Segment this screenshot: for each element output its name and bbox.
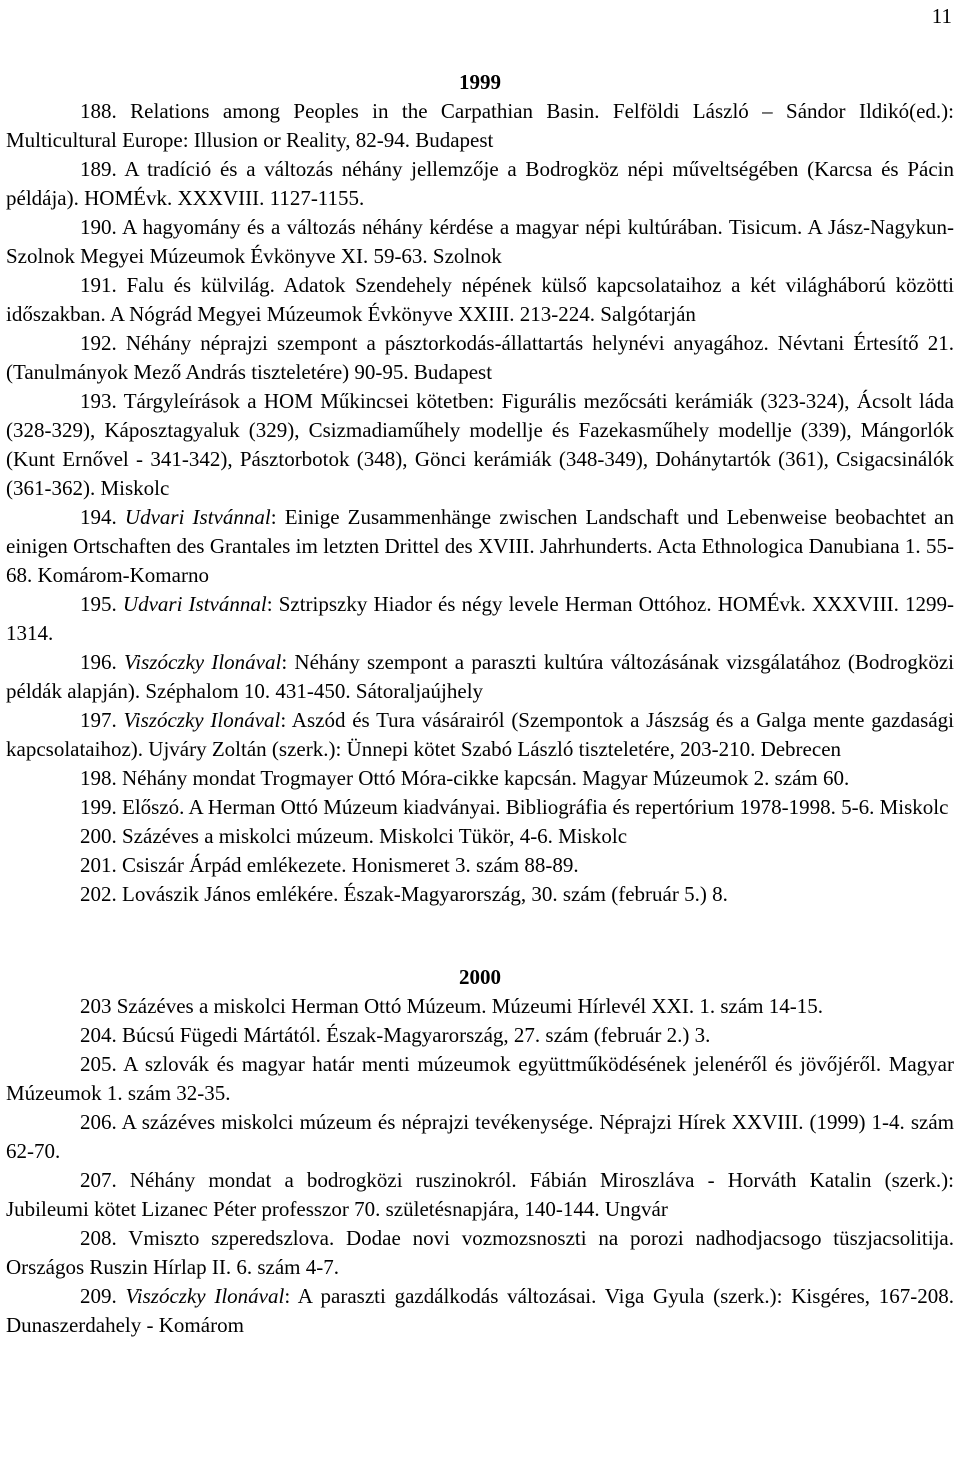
bibliography-entry-204: [6, 1021, 954, 1050]
entry-number: 198.: [80, 766, 117, 790]
bibliography-entry-209: [6, 1282, 954, 1340]
year-heading-1999: 1999: [459, 70, 501, 94]
bibliography-entry-202: [6, 880, 954, 909]
entry-number: 190.: [80, 215, 117, 239]
entry-text: Százéves a miskolci Herman Ottó Múzeum. Múzeumi Hírlevél XXI. 1. szám 14-15.: [116, 994, 823, 1018]
entry-text: Relations among Peoples in the Carpathian Basin. Felföldi László – Sándor Ildikó(ed.): Multicultural Europe: Illusion or Reality, 82-94. Budapest: [6, 99, 954, 152]
bibliography-entry-196: [6, 648, 954, 706]
year-heading-2000: 2000: [459, 965, 501, 989]
bibliography-entry-195: [6, 590, 954, 648]
entry-number: 194.: [80, 505, 117, 529]
entry-number: 197.: [80, 708, 117, 732]
coauthor-text: Viszóczky Ilonával: [123, 708, 281, 732]
page-number: 11: [931, 4, 952, 28]
entry-number: 199.: [80, 795, 117, 819]
bibliography-entry-188: [6, 97, 954, 155]
entry-text: Csiszár Árpád emlékezete. Honismeret 3. szám 88-89.: [122, 853, 579, 877]
entry-text: : A paraszti gazdálkodás változásai. Viga Gyula (szerk.): Kisgéres, 167-208. Dunaszerdahely - Komárom: [6, 1284, 954, 1337]
entry-text: Tárgyleírások a HOM Műkincsei kötetben: Figurális mezőcsáti kerámiák (323-324), Ácsolt láda (328-329), Káposztagyaluk (329), Csizmadiaműhely modellje és Fazekasműhely modellje (339), Mángorlók (Kunt Ernővel - 341-342), Pásztorbotok (348), Gönci kerámiák (348-349), Dohánytartók (361), Csigacsinálók (361-362). Miskolc: [6, 389, 954, 500]
entry-text: Falu és külvilág. Adatok Szendehely népének külső kapcsolataihoz a két világháború közötti időszakban. A Nógrád Megyei Múzeumok Évkönyve XXIII. 213-224. Salgótarján: [6, 273, 955, 326]
entry-text: Néhány mondat a bodrogközi ruszinokról. Fábián Miroszláva - Horváth Katalin (szerk.): Jubileumi kötet Lizanec Péter professzor 70. születésnapjára, 140-144. Ungvár: [6, 1168, 954, 1221]
coauthor-text: Udvari Istvánnal: [122, 592, 267, 616]
entry-text: A szlovák és magyar határ menti múzeumok együttműködésének jelenéről és jövőjéről. Magyar Múzeumok 1. szám 32-35.: [6, 1052, 955, 1105]
entry-number: 189.: [80, 157, 117, 181]
coauthor-text: Viszóczky Ilonával: [124, 650, 282, 674]
entry-text: Százéves a miskolci múzeum. Miskolci Tükör, 4-6. Miskolc: [122, 824, 628, 848]
bibliography-entry-199: [6, 793, 954, 822]
entry-number: 202.: [80, 882, 117, 906]
entry-number: 208.: [80, 1226, 117, 1250]
entry-text: A tradíció és a változás néhány jellemzője a Bodrogköz népi műveltségében (Karcsa és Pácin példája). HOMÉvk. XXXVIII. 1127-1155.: [6, 157, 954, 210]
coauthor-text: Viszóczky Ilonával: [125, 1284, 285, 1308]
entry-number: 207.: [80, 1168, 117, 1192]
entry-text: A százéves miskolci múzeum és néprajzi tevékenysége. Néprajzi Hírek XXVIII. (1999) 1-4. szám 62-70.: [6, 1110, 954, 1163]
entry-number: 204.: [80, 1023, 117, 1047]
entry-number: 200.: [80, 824, 117, 848]
entry-text: Néhány néprajzi szempont a pásztorkodás-állattartás helynévi anyagához. Névtani Értesítő 21. (Tanulmányok Mező András tiszteletére) 90-95. Budapest: [6, 331, 955, 384]
entry-number: 209.: [80, 1284, 117, 1308]
bibliography-content: [6, 68, 954, 1340]
entry-number: 192.: [80, 331, 117, 355]
entry-number: 196.: [80, 650, 117, 674]
entry-number: 206.: [80, 1110, 117, 1134]
bibliography-entry-200: [6, 822, 954, 851]
entry-text: A hagyomány és a változás néhány kérdése a magyar népi kultúrában. Tisicum. A Jász-Nagykun-Szolnok Megyei Múzeumok Évkönyve XI. 59-63. Szolnok: [6, 215, 954, 268]
bibliography-entry-207: [6, 1166, 954, 1224]
entry-number: 193.: [80, 389, 117, 413]
entry-number: 191.: [80, 273, 117, 297]
bibliography-entry-206: [6, 1108, 954, 1166]
entry-number: 195.: [80, 592, 117, 616]
entry-text: Előszó. A Herman Ottó Múzeum kiadványai. Bibliográfia és repertórium 1978-1998. 5-6. Miskolc: [122, 795, 949, 819]
bibliography-entry-190: [6, 213, 954, 271]
entry-text: : Aszód és Tura vásárairól (Szempontok a Jászság és a Galga mente gazdasági kapcsolataihoz). Ujváry Zoltán (szerk.): Ünnepi kötet Szabó László tiszteletére, 203-210. Debrecen: [6, 708, 955, 761]
bibliography-entry-201: [6, 851, 954, 880]
entry-text: : Néhány szempont a paraszti kultúra változásának vizsgálatához (Bodrogközi példák alapján). Széphalom 10. 431-450. Sátoraljaújhely: [6, 650, 954, 703]
bibliography-entry-191: [6, 271, 954, 329]
bibliography-entry-192: [6, 329, 954, 387]
entry-text: Lovászik János emlékére. Észak-Magyarország, 30. szám (február 5.) 8.: [122, 882, 728, 906]
entry-text: Néhány mondat Trogmayer Ottó Móra-cikke kapcsán. Magyar Múzeumok 2. szám 60.: [122, 766, 850, 790]
entry-number: 188.: [80, 99, 117, 123]
entry-text: Vmiszto szperedszlova. Dodae novi vozmozsnoszti na porozi nadhodjacsogo tüszjacsolitija. Országos Ruszin Hírlap II. 6. szám 4-7.: [6, 1226, 954, 1279]
bibliography-entry-198: [6, 764, 954, 793]
entry-number: 203: [80, 994, 112, 1018]
section-spacer: [6, 909, 954, 963]
bibliography-entry-193: [6, 387, 954, 503]
entry-number: 201.: [80, 853, 117, 877]
bibliography-entry-203: [6, 992, 954, 1021]
bibliography-entry-205: [6, 1050, 954, 1108]
entry-number: 205.: [80, 1052, 117, 1076]
bibliography-entry-197: [6, 706, 954, 764]
entry-text: : Sztripszky Hiador és négy levele Herman Ottóhoz. HOMÉvk. XXXVIII. 1299-1314.: [6, 592, 954, 645]
coauthor-text: Udvari Istvánnal: [124, 505, 271, 529]
entry-text: Búcsú Fügedi Mártától. Észak-Magyarország, 27. szám (február 2.) 3.: [122, 1023, 711, 1047]
bibliography-entry-208: [6, 1224, 954, 1282]
bibliography-entry-194: [6, 503, 954, 590]
entry-text: : Einige Zusammenhänge zwischen Landschaft und Lebenweise beobachtet an einigen Ortschaften des Grantales im letzten Drittel des XVIII. Jahrhunderts. Acta Ethnologica Danubiana 1. 55-68. Komárom-Komarno: [6, 505, 955, 587]
bibliography-entry-189: [6, 155, 954, 213]
